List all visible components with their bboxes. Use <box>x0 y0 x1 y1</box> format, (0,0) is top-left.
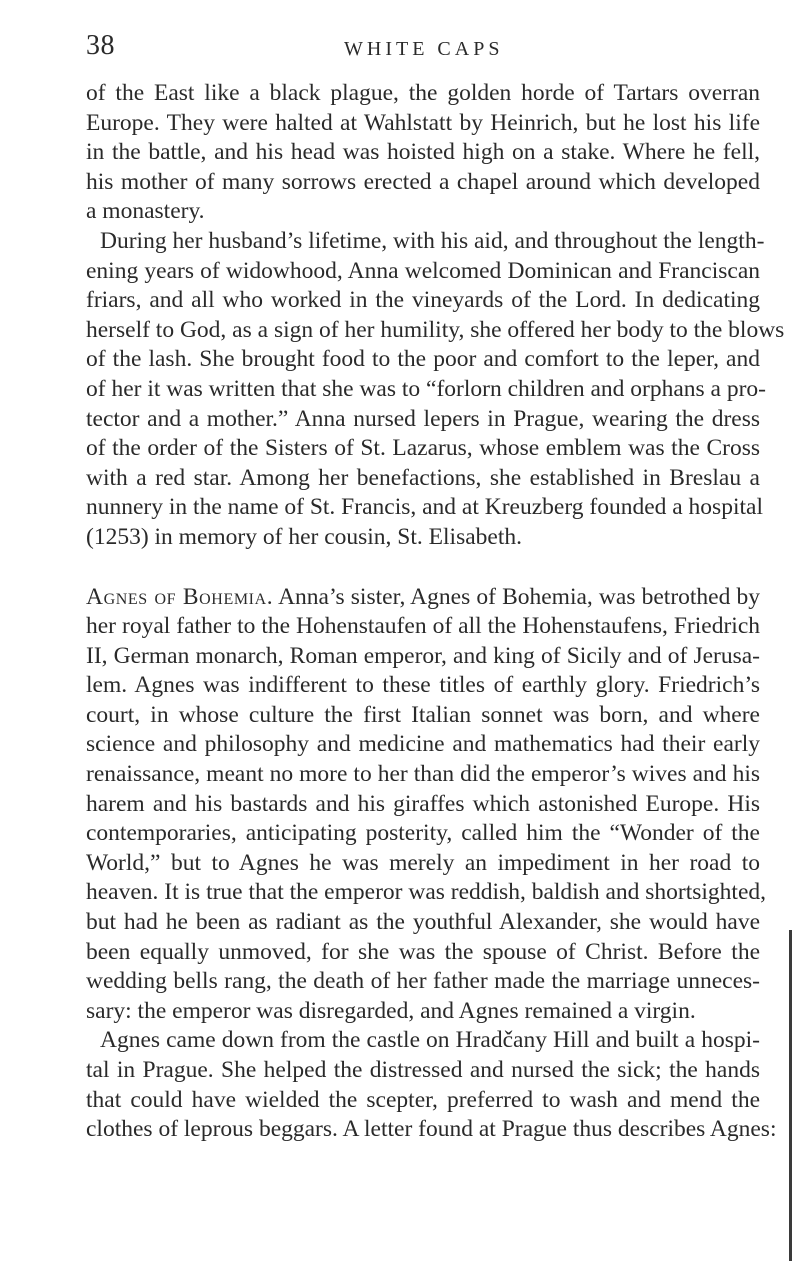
text-line: his mother of many sorrows erected a chapel around which developed <box>86 168 760 195</box>
text-line: in the battle, and his head was hoisted high on a stake. Where he fell, <box>86 139 760 166</box>
page-header <box>86 30 760 70</box>
text-line: II, German monarch, Roman emperor, and king of Sicily and of Jerusa- <box>86 642 760 669</box>
text-line: her royal father to the Hohenstaufen of all the Hohenstaufens, Friedrich <box>86 613 760 640</box>
text-line: (1253) in memory of her cousin, St. Elisabeth. <box>86 523 522 550</box>
text-line: with a red star. Among her benefactions, she established in Breslau a <box>86 464 760 491</box>
text-line: heaven. It is true that the emperor was reddish, baldish and shortsighted, <box>86 879 767 906</box>
text-line: nunnery in the name of St. Francis, and at Kreuzberg founded a hospital <box>86 494 763 521</box>
paragraph-4 <box>86 1026 777 1144</box>
text-line: been equally unmoved, for she was the spouse of Christ. Before the <box>86 938 760 965</box>
text-line: science and philosophy and medicine and mathematics had their early <box>86 731 760 758</box>
text-line: renaissance, meant no more to her than did the emperor’s wives and his <box>86 761 760 788</box>
text-line: clothes of leprous beggars. A letter found at Prague thus describes Agnes: <box>86 1116 777 1143</box>
paragraph-2 <box>86 227 785 553</box>
text-line: but had he been as radiant as the youthful Alexander, she would have <box>86 909 760 936</box>
text-line <box>86 583 760 613</box>
text-line: tal in Prague. She helped the distressed and nursed the sick; the hands <box>86 1057 760 1083</box>
text-line: harem and his bastards and his giraffes which astonished Europe. His <box>86 790 760 817</box>
text-line: sary: the emperor was disregarded, and Agnes remained a virgin. <box>86 997 696 1024</box>
text-line: contemporaries, anticipating posterity, called him the “Wonder of the <box>86 820 760 847</box>
text-line: World,” but to Agnes he was merely an impediment in her road to <box>86 849 760 876</box>
text-line: of the order of the Sisters of St. Lazarus, whose emblem was the Cross <box>86 435 760 462</box>
page-edge-shadow <box>789 930 792 1261</box>
text-line: of the lash. She brought food to the poor and comfort to the leper, and <box>86 346 760 373</box>
text-line: a monastery. <box>86 198 205 225</box>
text-line: of her it was written that she was to “forlorn children and orphans a pro- <box>86 375 766 402</box>
heading-line-rest: Anna’s sister, Agnes of Bohemia, was betrothed by <box>278 583 760 610</box>
text-line: tector and a mother.” Anna nursed lepers in Prague, wearing the dress <box>86 405 760 432</box>
paragraph-3 <box>86 583 767 1027</box>
running-head: WHITE CAPS <box>344 38 504 60</box>
section-heading: Agnes of Bohemia. <box>86 583 274 610</box>
text-line: During her husband’s lifetime, with his aid, and throughout the length- <box>100 227 765 254</box>
text-line: herself to God, as a sign of her humility, she offered her body to the blows <box>86 316 785 343</box>
paragraph-1 <box>86 79 760 227</box>
body-text <box>86 79 785 1145</box>
text-line: friars, and all who worked in the vineyards of the Lord. In dedicating <box>86 287 760 314</box>
text-line: Agnes came down from the castle on Hradčany Hill and built a hospi- <box>100 1027 760 1054</box>
text-line: court, in whose culture the first Italian sonnet was born, and where <box>86 701 760 728</box>
text-line: that could have wielded the scepter, preferred to wash and mend the <box>86 1086 760 1113</box>
text-line: of the East like a black plague, the golden horde of Tartars overran <box>86 80 760 106</box>
page-number: 38 <box>86 30 115 61</box>
text-line: lem. Agnes was indifferent to these titles of earthly glory. Friedrich’s <box>86 672 760 699</box>
text-line: ening years of widowhood, Anna welcomed Dominican and Franciscan <box>86 257 760 284</box>
text-line: Europe. They were halted at Wahlstatt by Heinrich, but he lost his life <box>86 109 760 136</box>
text-line: wedding bells rang, the death of her father made the marriage unneces- <box>86 968 760 995</box>
